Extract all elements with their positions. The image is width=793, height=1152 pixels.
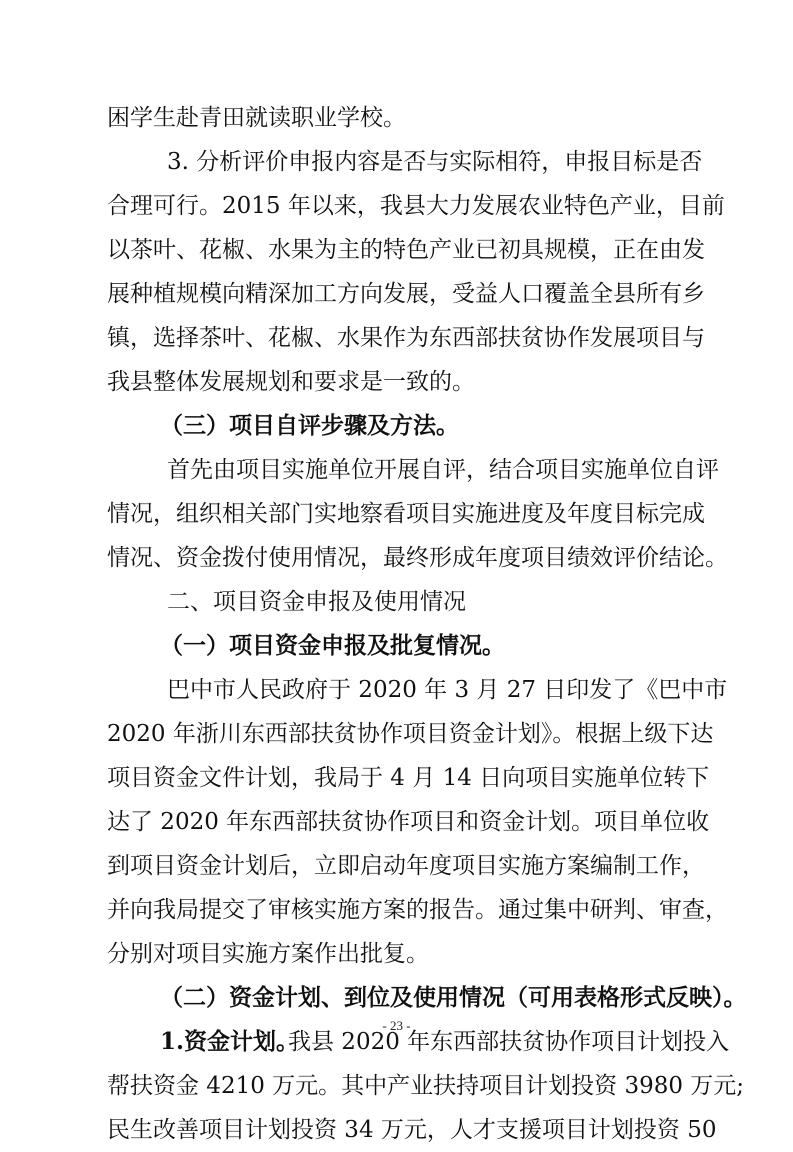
text-run: 项目资金文件计划，我局于 4 月 14 日向项目实施单位转下	[107, 765, 710, 791]
text-run: 情况、资金拨付使用情况，最终形成年度项目绩效评价结论。	[107, 545, 728, 571]
text-run: 帮扶资金 4210 万元。其中产业扶持项目计划投资 3980 万元;	[107, 1073, 745, 1099]
text-run: 达了 2020 年东西部扶贫协作项目和资金计划。项目单位收	[107, 809, 710, 835]
body-text-line	[0, 800, 793, 844]
text-run: 我县 2020 年东西部扶贫协作项目计划投入	[288, 1029, 730, 1055]
text-run: 镇，选择茶叶、花椒、水果作为东西部扶贫协作发展项目与	[107, 325, 705, 351]
body-text-line	[0, 184, 793, 228]
text-run: 首先由项目实施单位开展自评，结合项目实施单位自评	[167, 457, 719, 483]
body-text-line	[0, 228, 793, 272]
text-run: 3. 分析评价申报内容是否与实际相符，申报目标是否	[167, 149, 703, 175]
text-run: 以茶叶、花椒、水果为主的特色产业已初具规模，正在由发	[107, 237, 705, 263]
body-text-line	[0, 844, 793, 888]
text-run: 我县整体发展规划和要求是一致的。	[107, 369, 475, 395]
text-run: 困学生赴青田就读职业学校。	[107, 105, 406, 131]
body-text-line	[0, 140, 793, 184]
text-run: 到项目资金计划后，立即启动年度项目实施方案编制工作，	[107, 853, 705, 879]
heading-text: （一）项目资金申报及批复情况。	[160, 632, 505, 659]
body-text-line	[0, 1108, 793, 1152]
section-heading	[0, 976, 793, 1020]
body-text-line	[0, 316, 793, 360]
body-text-line	[0, 932, 793, 976]
body-text-line	[0, 272, 793, 316]
body-text-line	[0, 492, 793, 536]
body-text-line	[0, 360, 793, 404]
heading-text: 二、项目资金申报及使用情况	[167, 589, 466, 615]
subheading-text: 1.资金计划。	[160, 1028, 300, 1055]
text-run: 展种植规模向精深加工方向发展，受益人口覆盖全县所有乡	[107, 281, 705, 307]
body-text-line	[0, 888, 793, 932]
body-text-line	[0, 756, 793, 800]
body-text-line	[0, 536, 793, 580]
body-text-line	[0, 668, 793, 712]
body-text-line	[0, 712, 793, 756]
section-heading	[0, 624, 793, 668]
text-run: 合理可行。2015 年以来，我县大力发展农业特色产业，目前	[107, 193, 725, 219]
text-run: 并向我局提交了审核实施方案的报告。通过集中研判、审查，	[107, 897, 728, 923]
text-run: 情况，组织相关部门实地察看项目实施进度及年度目标完成	[107, 501, 705, 527]
body-text-line	[0, 448, 793, 492]
body-text-line	[0, 96, 793, 140]
text-run: 巴中市人民政府于 2020 年 3 月 27 日印发了《巴中市	[167, 677, 728, 703]
text-run: 分别对项目实施方案作出批复。	[107, 941, 429, 967]
section-heading	[0, 404, 793, 448]
body-text-line	[0, 1064, 793, 1108]
text-run: 民生改善项目计划投资 34 万元，人才支援项目计划投资 50	[107, 1117, 717, 1143]
heading-text: （二）资金计划、到位及使用情况（可用表格形式反映）。	[160, 984, 747, 1011]
section-heading	[0, 580, 793, 624]
text-run: 2020 年浙川东西部扶贫协作项目资金计划》。根据上级下达	[107, 721, 714, 747]
heading-text: （三）项目自评步骤及方法。	[160, 412, 459, 439]
page-number: - 23 -	[382, 1018, 411, 1033]
